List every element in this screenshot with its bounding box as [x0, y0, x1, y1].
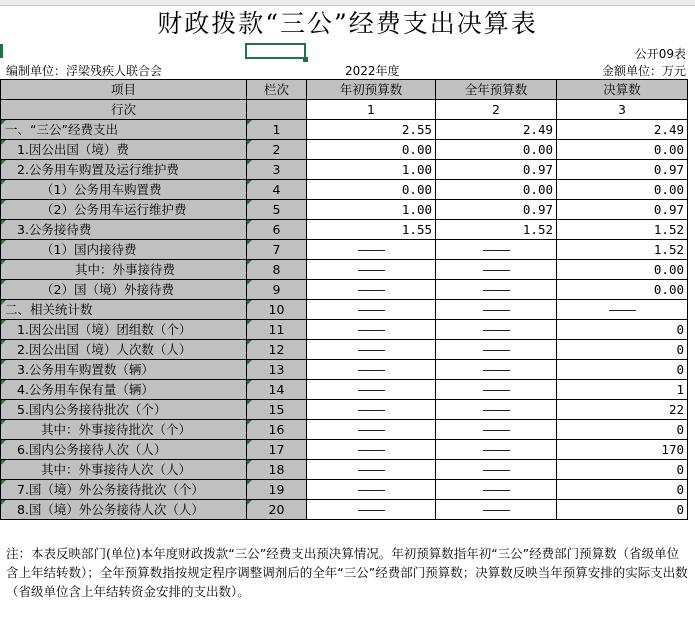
footnote: 注：本表反映部门(单位)本年度财政拨款“三公”经费支出预决算情况。年初预算数指年初“三公”经费部门预算数（省级单位含上年结转数）；全年预算数指按规定程序调整调剂后的全年“三公”经费部门预算数；决算数反映当年预算安排的实际支出数（省级单位含上年结转资金安排的支出数）。	[6, 546, 688, 599]
row-number[interactable]: 15	[247, 400, 307, 420]
table-row	[1, 440, 688, 460]
table-row	[1, 260, 688, 280]
row-number[interactable]: 11	[247, 320, 307, 340]
row-number[interactable]: 3	[247, 160, 307, 180]
money-unit: 金额单位：万元	[601, 64, 686, 78]
blank-cell[interactable]	[247, 100, 307, 120]
row-label[interactable]: 一、“三公”经费支出	[1, 120, 247, 140]
table-row	[1, 120, 688, 140]
row-number[interactable]: 6	[247, 220, 307, 240]
annual-budget-value[interactable]: 0.00	[436, 180, 557, 200]
initial-budget-value[interactable]: 1.00	[307, 200, 436, 220]
row-number[interactable]: 9	[247, 280, 307, 300]
row-selection-marker	[0, 44, 3, 58]
column-number-2[interactable]: 2	[436, 100, 557, 120]
initial-budget-value[interactable]: ————	[307, 440, 436, 460]
form-number: 公开09表	[634, 47, 686, 61]
row-label[interactable]: 其中：外事接待人次（人）	[1, 460, 247, 480]
final-account-value[interactable]: 1	[557, 380, 688, 400]
initial-budget-value[interactable]: ————	[307, 340, 436, 360]
header-hangci[interactable]: 行次	[1, 100, 247, 120]
row-number[interactable]: 13	[247, 360, 307, 380]
annual-budget-value[interactable]: ————	[436, 320, 557, 340]
final-account-value[interactable]: 0.97	[557, 160, 688, 180]
row-label[interactable]: 1.因公出国（境）费	[1, 140, 247, 160]
annual-budget-value[interactable]: ————	[436, 380, 557, 400]
final-account-value[interactable]: 0.97	[557, 200, 688, 220]
annual-budget-value[interactable]: 0.00	[436, 140, 557, 160]
row-label[interactable]: 其中：外事接待费	[1, 260, 247, 280]
row-number[interactable]: 8	[247, 260, 307, 280]
annual-budget-value[interactable]: ————	[436, 280, 557, 300]
table-row	[1, 340, 688, 360]
final-account-value[interactable]: 2.49	[557, 120, 688, 140]
initial-budget-value[interactable]: 1.00	[307, 160, 436, 180]
header-initial-budget[interactable]: 年初预算数	[307, 80, 436, 100]
annual-budget-value[interactable]: 2.49	[436, 120, 557, 140]
final-account-value[interactable]: 170	[557, 440, 688, 460]
row-number[interactable]: 17	[247, 440, 307, 460]
annual-budget-value[interactable]: 0.97	[436, 200, 557, 220]
row-label[interactable]: 7.国（境）外公务接待批次（个）	[1, 480, 247, 500]
table-row	[1, 400, 688, 420]
annual-budget-value[interactable]: ————	[436, 460, 557, 480]
header-row	[1, 80, 688, 100]
annual-budget-value[interactable]: ————	[436, 300, 557, 320]
annual-budget-value[interactable]: ————	[436, 440, 557, 460]
row-label[interactable]: （2）国（境）外接待费	[1, 280, 247, 300]
final-account-value[interactable]: 0	[557, 360, 688, 380]
initial-budget-value[interactable]: ————	[307, 420, 436, 440]
final-account-value[interactable]: 0.00	[557, 140, 688, 160]
annual-budget-value[interactable]: 1.52	[436, 220, 557, 240]
row-label[interactable]: 6.国内公务接待人次（人）	[1, 440, 247, 460]
initial-budget-value[interactable]: ————	[307, 280, 436, 300]
initial-budget-value[interactable]: ————	[307, 300, 436, 320]
initial-budget-value[interactable]: ————	[307, 480, 436, 500]
annual-budget-value[interactable]: ————	[436, 500, 557, 520]
final-account-value[interactable]: ————	[557, 300, 688, 320]
annual-budget-value[interactable]: ————	[436, 360, 557, 380]
row-number[interactable]: 10	[247, 300, 307, 320]
expenditure-table	[0, 79, 688, 520]
row-label[interactable]: （2）公务用车运行维护费	[1, 200, 247, 220]
row-number[interactable]: 14	[247, 380, 307, 400]
row-label[interactable]: 二、相关统计数	[1, 300, 247, 320]
row-number[interactable]: 18	[247, 460, 307, 480]
row-label[interactable]: 3.公务用车购置数（辆）	[1, 360, 247, 380]
row-label[interactable]: 2.因公出国（境）人次数（人）	[1, 340, 247, 360]
table-row	[1, 500, 688, 520]
row-number[interactable]: 12	[247, 340, 307, 360]
initial-budget-value[interactable]: ————	[307, 320, 436, 340]
table-row	[1, 460, 688, 480]
final-account-value[interactable]: 1.52	[557, 220, 688, 240]
selected-cell[interactable]	[245, 43, 306, 59]
final-account-value[interactable]: 0	[557, 340, 688, 360]
initial-budget-value[interactable]: 0.00	[307, 140, 436, 160]
annual-budget-value[interactable]: ————	[436, 260, 557, 280]
row-label[interactable]: 2.公务用车购置及运行维护费	[1, 160, 247, 180]
row-number[interactable]: 20	[247, 500, 307, 520]
annual-budget-value[interactable]: ————	[436, 240, 557, 260]
annual-budget-value[interactable]: ————	[436, 420, 557, 440]
header-annual-budget[interactable]: 全年预算数	[436, 80, 557, 100]
row-label[interactable]: 4.公务用车保有量（辆）	[1, 380, 247, 400]
table-row	[1, 160, 688, 180]
final-account-value[interactable]: 0.00	[557, 180, 688, 200]
table-row	[1, 360, 688, 380]
fill-handle[interactable]	[303, 57, 308, 62]
annual-budget-value[interactable]: ————	[436, 400, 557, 420]
column-number-1[interactable]: 1	[307, 100, 436, 120]
table-row	[1, 240, 688, 260]
annual-budget-value[interactable]: ————	[436, 480, 557, 500]
row-number[interactable]: 16	[247, 420, 307, 440]
final-account-value[interactable]: 1.52	[557, 240, 688, 260]
table-row	[1, 380, 688, 400]
row-number[interactable]: 1	[247, 120, 307, 140]
row-label[interactable]: （1）国内接待费	[1, 240, 247, 260]
row-label[interactable]: （1）公务用车购置费	[1, 180, 247, 200]
fiscal-year: 2022年度	[345, 64, 400, 78]
header-item[interactable]: 项目	[1, 80, 247, 100]
row-label[interactable]: 其中：外事接待批次（个）	[1, 420, 247, 440]
table-row	[1, 220, 688, 240]
row-label[interactable]: 8.国（境）外公务接待人次（人）	[1, 500, 247, 520]
table-row	[1, 320, 688, 340]
row-label[interactable]: 5.国内公务接待批次（个）	[1, 400, 247, 420]
initial-budget-value[interactable]: ————	[307, 360, 436, 380]
initial-budget-value[interactable]: 0.00	[307, 180, 436, 200]
initial-budget-value[interactable]: ————	[307, 260, 436, 280]
final-account-value[interactable]: 0	[557, 320, 688, 340]
table-row	[1, 280, 688, 300]
final-account-value[interactable]: 0	[557, 460, 688, 480]
row-number[interactable]: 4	[247, 180, 307, 200]
row-label[interactable]: 1.因公出国（境）团组数（个）	[1, 320, 247, 340]
initial-budget-value[interactable]: 2.55	[307, 120, 436, 140]
final-account-value[interactable]: 0	[557, 500, 688, 520]
table-row	[1, 200, 688, 220]
table-row	[1, 300, 688, 320]
final-account-value[interactable]: 0	[557, 420, 688, 440]
column-number-row	[1, 100, 688, 120]
table-row	[1, 480, 688, 500]
final-account-value[interactable]: 0	[557, 480, 688, 500]
row-label[interactable]: 3.公务接待费	[1, 220, 247, 240]
row-number[interactable]: 19	[247, 480, 307, 500]
final-account-value[interactable]: 0.00	[557, 280, 688, 300]
row-number[interactable]: 5	[247, 200, 307, 220]
table-row	[1, 180, 688, 200]
annual-budget-value[interactable]: 0.97	[436, 160, 557, 180]
annual-budget-value[interactable]: ————	[436, 340, 557, 360]
row-number[interactable]: 7	[247, 240, 307, 260]
initial-budget-value[interactable]: ————	[307, 500, 436, 520]
initial-budget-value[interactable]: 1.55	[307, 220, 436, 240]
table-row	[1, 420, 688, 440]
final-account-value[interactable]: 22	[557, 400, 688, 420]
header-lanci[interactable]: 栏次	[247, 80, 307, 100]
table-row	[1, 140, 688, 160]
initial-budget-value[interactable]: ————	[307, 380, 436, 400]
header-final-account[interactable]: 决算数	[557, 80, 688, 100]
column-number-3[interactable]: 3	[557, 100, 688, 120]
initial-budget-value[interactable]: ————	[307, 400, 436, 420]
row-number[interactable]: 2	[247, 140, 307, 160]
page-title: 财政拨款“三公”经费支出决算表	[157, 9, 538, 38]
compiling-unit: 编制单位：浮梁残疾人联合会	[6, 64, 163, 78]
initial-budget-value[interactable]: ————	[307, 460, 436, 480]
final-account-value[interactable]: 0.00	[557, 260, 688, 280]
initial-budget-value[interactable]: ————	[307, 240, 436, 260]
